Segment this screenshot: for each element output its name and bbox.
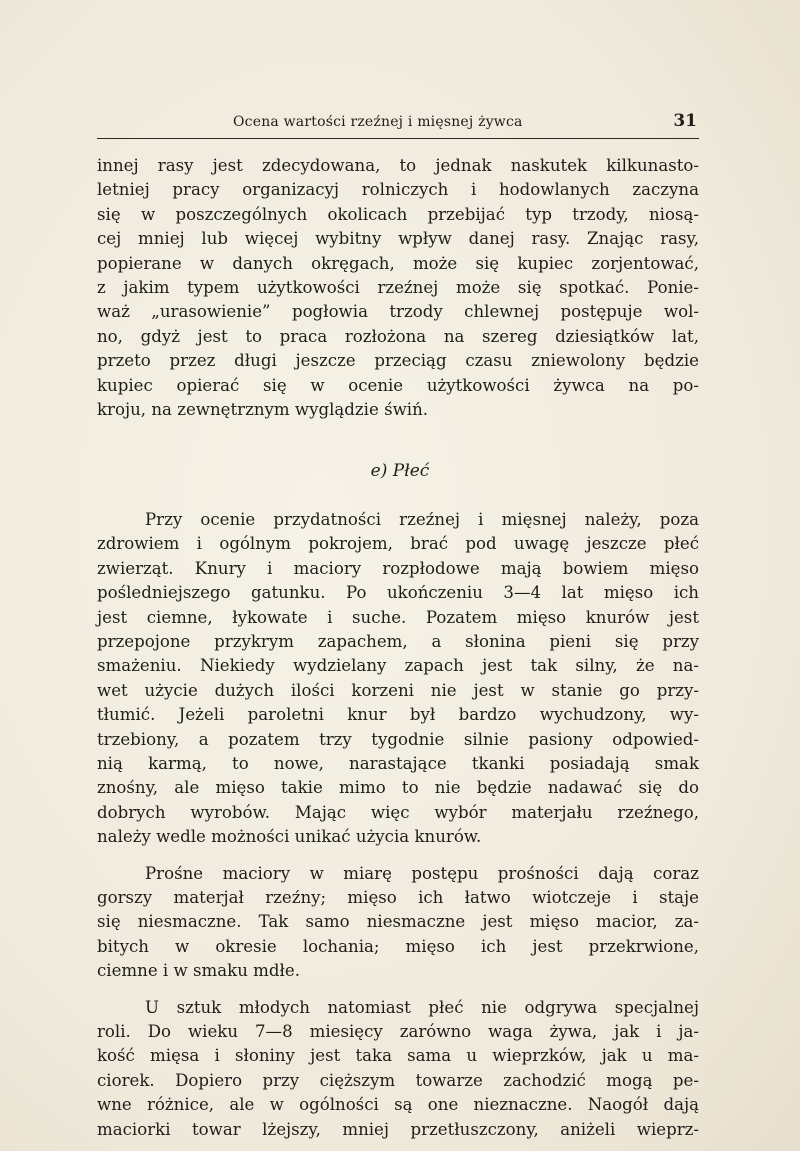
section-heading: e) Płeć xyxy=(370,461,430,482)
text-line: przepojone przykrym zapachem, a słonina pieni się przy xyxy=(97,631,699,651)
text-line: należy wedle możności unikać użycia knurów. xyxy=(97,827,482,847)
text-line: roli. Do wieku 7—8 miesięcy zarówno waga żywa, jak i ja- xyxy=(97,1022,699,1041)
text-line: nią karmą, to nowe, narastające tkanki posiadają smak xyxy=(97,753,699,773)
text-line: się w poszczególnych okolicach przebijać typ trzody, niosą- xyxy=(97,204,699,224)
text-line: kupiec opierać się w ocenie użytkowości żywca na po- xyxy=(97,375,699,395)
text-line: ciorek. Dopiero przy cięższym towarze zachodzić mogą pe- xyxy=(97,1070,699,1090)
text-line: ciemne i w smaku mdłe. xyxy=(97,961,300,981)
text-line: wet użycie dużych ilości korzeni nie jest w stanie go przy- xyxy=(97,680,699,700)
text-line: dobrych wyrobów. Mając więc wybór materjału rzeźnego, xyxy=(97,802,699,822)
text-line: maciorki towar lżejszy, mniej przetłuszczony, aniżeli wieprz- xyxy=(97,1119,699,1139)
text-line: letniej pracy organizacyj rolniczych i hodowlanych zaczyna xyxy=(97,180,699,200)
body-text xyxy=(97,154,699,1142)
text-line: tłumić. Jeżeli paroletni knur był bardzo wychudzony, wy- xyxy=(97,705,699,725)
running-title: Ocena wartości rzeźnej i mięsnej żywca xyxy=(233,114,523,130)
paragraph-3 xyxy=(97,862,699,984)
paragraph-4 xyxy=(97,996,699,1142)
text-line: przeto przez długi jeszcze przeciąg czasu zniewolony będzie xyxy=(97,351,699,371)
page-number: 31 xyxy=(673,111,697,131)
text-line: zdrowiem i ogólnym pokrojem, brać pod uwagę jeszcze płeć xyxy=(97,534,699,554)
text-line: no, gdyż jest to praca rozłożona na szereg dziesiątków lat, xyxy=(97,326,699,346)
text-line: popierane w danych okręgach, może się kupiec zorjentować, xyxy=(97,253,699,273)
text-line: Prośne maciory w miarę postępu prośności dają coraz xyxy=(145,863,699,883)
text-line: smażeniu. Niekiedy wydzielany zapach jest tak silny, że na- xyxy=(97,656,699,676)
text-line: Przy ocenie przydatności rzeźnej i mięsnej należy, poza xyxy=(145,509,699,529)
text-line: trzebiony, a pozatem trzy tygodnie silnie pasiony odpowied- xyxy=(97,729,699,749)
paragraph-2 xyxy=(97,508,699,850)
text-line: innej rasy jest zdecydowana, to jednak naskutek kilkunasto- xyxy=(97,156,699,175)
text-line: jest ciemne, łykowate i suche. Pozatem mięso knurów jest xyxy=(97,607,699,627)
text-line: znośny, ale mięso takie mimo to nie będzie nadawać się do xyxy=(97,778,699,798)
paragraph-gap xyxy=(97,850,699,862)
text-line: pośledniejszego gatunku. Po ukończeniu 3—4 lat mięso ich xyxy=(97,583,699,603)
text-line: zwierząt. Knury i maciory rozpłodowe mają bowiem mięso xyxy=(97,558,699,578)
text-line: U sztuk młodych natomiast płeć nie odgrywa specjalnej xyxy=(145,997,699,1017)
text-line: gorszy materjał rzeźny; mięso ich łatwo wiotczeje i staje xyxy=(97,887,699,907)
text-line: waż „urasowienie” pogłowia trzody chlewnej postępuje wol- xyxy=(97,302,699,322)
text-line: bitych w okresie lochania; mięso ich jest przekrwione, xyxy=(97,936,699,956)
text-line: wne różnice, ale w ogólności są one nieznaczne. Naogół dają xyxy=(97,1095,699,1115)
text-line: się niesmaczne. Tak samo niesmaczne jest mięso macior, za- xyxy=(97,912,699,932)
paragraph-gap xyxy=(97,984,699,996)
page-header xyxy=(97,110,699,139)
text-line: kość mięsa i słoniny jest taka sama u wieprzków, jak u ma- xyxy=(97,1046,699,1066)
text-line: z jakim typem użytkowości rzeźnej może się spotkać. Ponie- xyxy=(97,278,699,298)
text-line: kroju, na zewnętrznym wyglądzie świń. xyxy=(97,400,429,420)
paragraph-1 xyxy=(97,154,699,422)
text-line: cej mniej lub więcej wybitny wpływ danej rasy. Znając rasy, xyxy=(97,229,699,249)
